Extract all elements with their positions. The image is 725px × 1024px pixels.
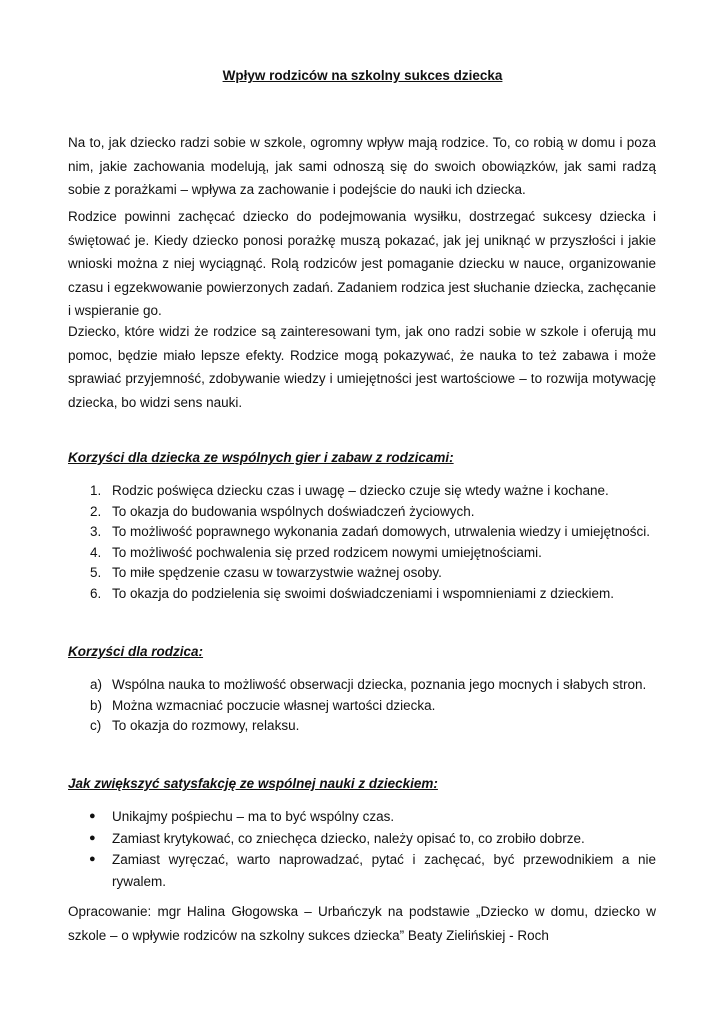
attribution-footer: Opracowanie: mgr Halina Głogowska – Urbańczyk na podstawie „Dziecko w domu, dziecko w szkole – o wpływie rodziców na szkolny sukces dziecka” Beaty Zielińskiej - Roch <box>68 904 656 943</box>
list-item <box>68 543 656 564</box>
list-item-text: Zamiast krytykować, co zniechęca dziecko, należy opisać to, co zrobiło dobrze. <box>112 830 585 846</box>
list-item-text: Unikajmy pośpiechu – ma to być wspólny czas. <box>112 809 395 824</box>
intro-paragraph-2: Rodzice powinni zachęcać dziecko do podejmowania wysiłku, dostrzegać sukcesy dziecka i świętować je. Kiedy dziecko ponosi porażkę muszą pokazać, jak jej uniknąć w przyszłości i jakie wnioski można z niej wyciągnąć. Rolą rodziców jest pomaganie dziecku w nauce, organizowanie czasu i egzekwowanie powierzonych zadań. Zadaniem rodzica jest słuchanie dziecka, zachęcanie i wspieranie go. <box>68 209 656 318</box>
section-heading-satisfaction: Jak zwiększyć satysfakcję ze wspólnej nauki z dzieckiem: <box>68 776 438 791</box>
child-benefits-list <box>68 481 656 604</box>
list-marker: 1. <box>90 483 102 498</box>
list-item-text: To możliwość poprawnego wykonania zadań domowych, utrwalenia wiedzy i umiejętności. <box>112 524 651 539</box>
document-title: Wpływ rodziców na szkolny sukces dziecka <box>222 68 503 83</box>
list-item-text: To okazja do podzielenia się swoimi doświadczeniami i wspomnieniami z dzieckiem. <box>112 585 614 601</box>
list-item <box>68 716 656 737</box>
intro-paragraph-3: Dziecko, które widzi że rodzice są zainteresowani tym, jak ono radzi sobie w szkole i oferują mu pomoc, będzie miało lepsze efekty. Rodzice mogą pokazywać, że nauka to też zabawa i może sprawiać przyjemność, zdobywanie wiedzy i umiejętności jest wartościowe – to rozwija motywację dziecka, bo widzi sens nauki. <box>68 324 656 410</box>
list-item <box>68 696 656 717</box>
list-marker: 2. <box>90 503 102 519</box>
list-item <box>68 563 656 584</box>
list-item <box>68 522 656 543</box>
list-marker: a) <box>90 677 103 692</box>
list-item-text: To miłe spędzenie czasu w towarzystwie ważnej osoby. <box>112 565 442 580</box>
bullet-icon: ● <box>89 831 96 844</box>
list-item <box>68 502 656 523</box>
list-marker: 6. <box>90 585 102 601</box>
list-item <box>68 849 656 892</box>
list-item-text: Rodzic poświęca dziecku czas i uwagę – dziecko czuje się wtedy ważne i kochane. <box>112 483 609 498</box>
list-item <box>68 481 656 502</box>
list-marker: c) <box>90 718 102 733</box>
intro-paragraph-1: Na to, jak dziecko radzi sobie w szkole, ogromny wpływ mają rodzice. To, co robią w domu i poza nim, jakie zachowania modelują, jak sami odnoszą się do swoich obowiązków, jak sami radzą sobie z porażkami – wpływa za zachowanie i podejście do nauki ich dziecka. <box>68 135 656 197</box>
list-item-text: To możliwość pochwalenia się przed rodzicem nowymi umiejętnościami. <box>112 544 542 560</box>
list-item <box>68 675 656 696</box>
section-heading-parent-benefits: Korzyści dla rodzica: <box>68 644 204 659</box>
list-item-text: Zamiast wyręczać, warto naprowadzać, pytać i zachęcać, być przewodnikiem a nie rywalem. <box>112 852 656 889</box>
list-marker: 5. <box>90 565 102 580</box>
list-item-text: Wspólna nauka to możliwość obserwacji dziecka, poznania jego mocnych i słabych stron. <box>112 677 647 692</box>
parent-benefits-list <box>68 675 656 737</box>
satisfaction-tips-list <box>68 806 656 892</box>
list-item-text: To okazja do budowania wspólnych doświadczeń życiowych. <box>112 503 475 519</box>
list-item-text: Można wzmacniać poczucie własnej wartości dziecka. <box>112 697 436 713</box>
list-marker: 3. <box>90 524 102 539</box>
bullet-icon: ● <box>89 853 96 865</box>
bullet-icon: ● <box>89 810 96 822</box>
list-item <box>68 828 656 850</box>
list-item <box>68 584 656 605</box>
section-heading-child-benefits: Korzyści dla dziecka ze wspólnych gier i zabaw z rodzicami: <box>68 450 454 465</box>
list-item-text: To okazja do rozmowy, relaksu. <box>112 718 300 733</box>
list-item <box>68 806 656 828</box>
list-marker: 4. <box>90 544 102 560</box>
list-marker: b) <box>90 697 103 713</box>
